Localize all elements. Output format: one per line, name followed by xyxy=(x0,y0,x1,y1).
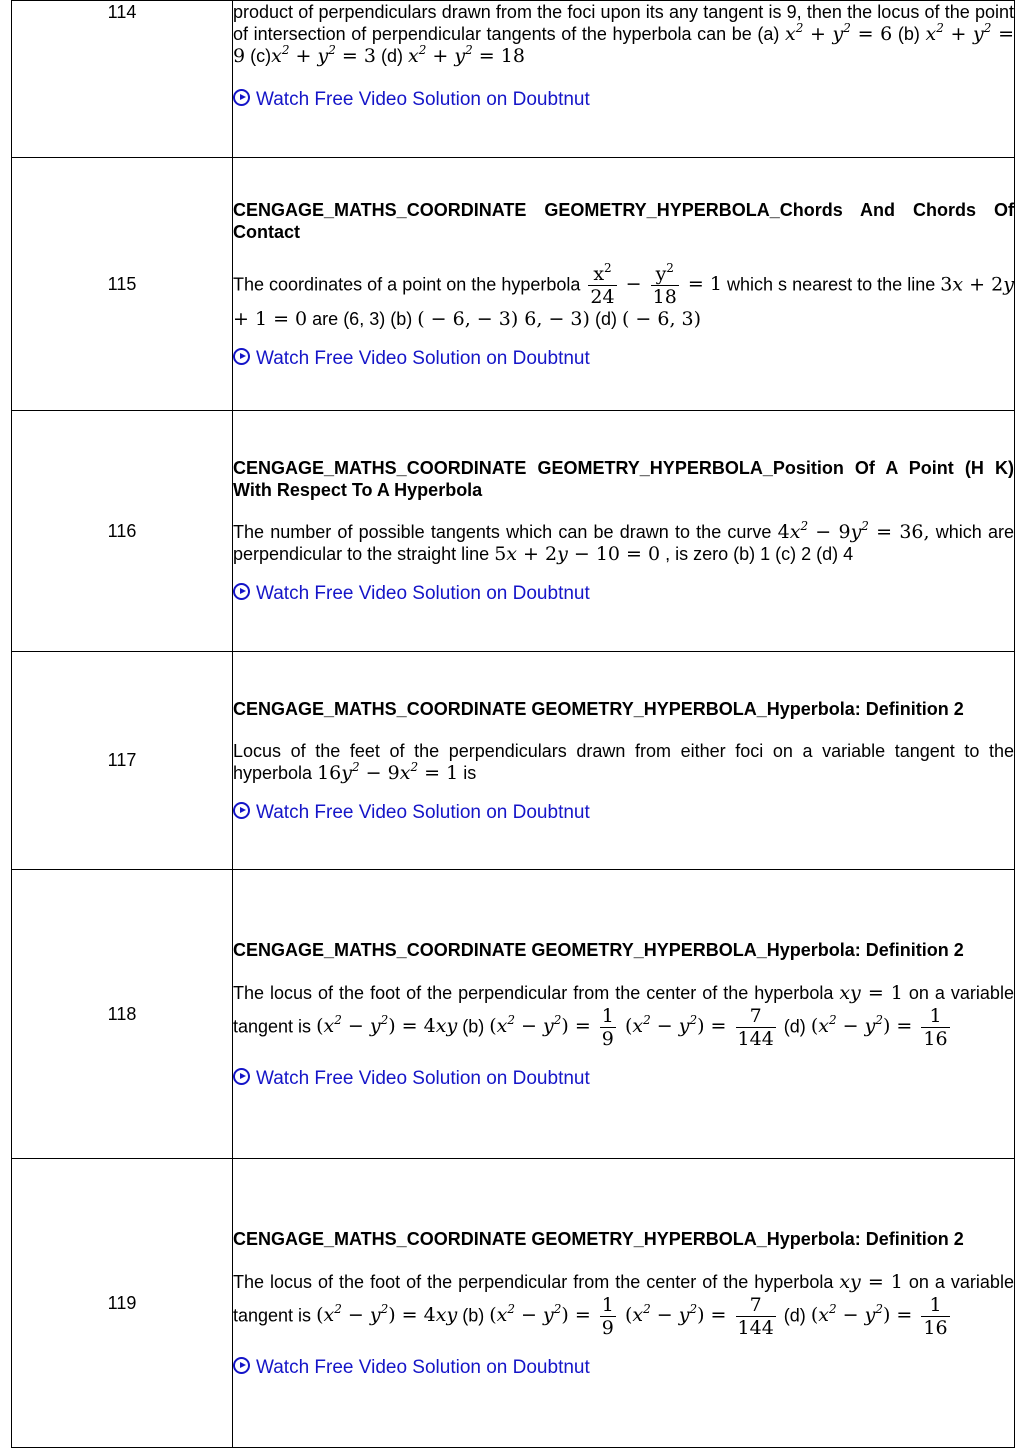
watch-video-link[interactable]: Watch Free Video Solution on Doubtnut xyxy=(233,1068,1014,1090)
question-cell xyxy=(233,1,1015,158)
table-row xyxy=(12,1159,1015,1448)
watch-video-link[interactable]: Watch Free Video Solution on Doubtnut xyxy=(233,583,1014,605)
play-circle-icon xyxy=(233,89,250,106)
topic-heading: CENGAGE_MATHS_COORDINATE GEOMETRY_HYPERBOLA_Chords And Chords Of Contact xyxy=(233,199,1014,242)
topic-heading: CENGAGE_MATHS_COORDINATE GEOMETRY_HYPERBOLA_Hyperbola: Definition 2 xyxy=(233,1228,964,1249)
question-number: 117 xyxy=(12,652,233,870)
topic-heading: CENGAGE_MATHS_COORDINATE GEOMETRY_HYPERBOLA_Position Of A Point (H K) With Respect To A Hyperbola xyxy=(233,458,1014,500)
question-text: The number of possible tangents which can be drawn to the curve $4x^2 - 9y^2 = 36$, which are perpendicular to the straight line 5x + 2y − 10 = 0 , is zero (b) 1 (c) 2 (d) 4 xyxy=(233,519,1014,565)
question-text: The coordinates of a point on the hyperbola $\frac{x^2}{24}$ − $\frac{y^2}{18}$ = 1 which s nearest to the line 3x + 2y + 1 = 0 are (6, 3) (b) ( − 6, − 3) 6, − 3) (d) ( − 6, 3) xyxy=(233,260,1014,330)
question-text: The locus of the foot of the perpendicular from the center of the hyperbola xy = 1 on a variable tangent is $(x^2 - y^2) = 4xy$ (b) $(x^2 - y^2)$ = $\frac{1}{9}$ $(x^2 - y^2)$ = $\frac{7}{144}$ (d) $(x^2 - y^2)$ = $\frac{1}{16}$ xyxy=(233,981,1014,1050)
question-cell xyxy=(233,1159,1015,1448)
play-circle-icon xyxy=(233,348,250,365)
question-text: Locus of the feet of the perpendiculars drawn from either foci on a variable tangent to the hyperbola $16y^2 - 9x^2 = 1$ is xyxy=(233,740,1014,784)
table-row xyxy=(12,411,1015,652)
question-text: product of perpendiculars drawn from the foci upon its any tangent is 9, then the locus of the point of intersection of perpendicular tangents of the hyperbola can be (a) $x^2 + y^2 = 6$ (b) $x^2 + y^2 = 9$ $(c)x^2 + y^2 = 3$ (d) $x^2 + y^2 = 18$ xyxy=(233,2,1014,67)
watch-video-link[interactable]: Watch Free Video Solution on Doubtnut xyxy=(233,802,1014,824)
topic-heading: CENGAGE_MATHS_COORDINATE GEOMETRY_HYPERBOLA_Hyperbola: Definition 2 xyxy=(233,698,964,719)
question-table xyxy=(11,0,1015,1448)
table-row xyxy=(12,1,1015,158)
watch-video-link[interactable]: Watch Free Video Solution on Doubtnut xyxy=(233,348,1014,370)
play-circle-icon xyxy=(233,1068,250,1085)
question-cell xyxy=(233,870,1015,1159)
question-number: 119 xyxy=(12,1159,233,1448)
question-sheet xyxy=(11,0,1013,1448)
watch-video-link[interactable]: Watch Free Video Solution on Doubtnut xyxy=(233,89,1014,111)
table-row xyxy=(12,652,1015,870)
play-circle-icon xyxy=(233,802,250,819)
question-cell xyxy=(233,652,1015,870)
question-number: 115 xyxy=(12,158,233,411)
topic-heading: CENGAGE_MATHS_COORDINATE GEOMETRY_HYPERBOLA_Hyperbola: Definition 2 xyxy=(233,939,964,960)
question-cell xyxy=(233,411,1015,652)
question-number: 116 xyxy=(12,411,233,652)
table-row xyxy=(12,158,1015,411)
table-row xyxy=(12,870,1015,1159)
watch-video-link[interactable]: Watch Free Video Solution on Doubtnut xyxy=(233,1357,1014,1379)
question-cell xyxy=(233,158,1015,411)
play-circle-icon xyxy=(233,1357,250,1374)
question-text: The locus of the foot of the perpendicular from the center of the hyperbola xy = 1 on a variable tangent is $(x^2 - y^2) = 4xy$ (b) $(x^2 - y^2)$ = $\frac{1}{9}$ $(x^2 - y^2)$ = $\frac{7}{144}$ (d) $(x^2 - y^2)$ = $\frac{1}{16}$ xyxy=(233,1270,1014,1339)
play-circle-icon xyxy=(233,583,250,600)
question-number: 114 xyxy=(12,1,233,158)
question-number: 118 xyxy=(12,870,233,1159)
